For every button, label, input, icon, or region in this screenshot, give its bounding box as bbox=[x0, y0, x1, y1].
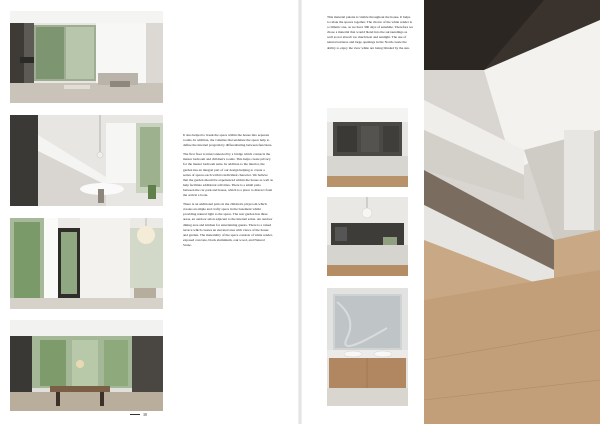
hallway-pendant-photo bbox=[10, 218, 163, 309]
body-paragraph: This material palette is visible throughout the house. It helps to relate the spaces together. The choice of the white render is a climatic one, as we have 300 days of sunshine. Therefore we chose a material that would blend into the surroundings as well as not absorb too much heat and sunlight. The use of natural textures and large openings in the North create the ability to enjoy the view while not being blinded by the sun. bbox=[327, 15, 413, 50]
living-room-photo bbox=[10, 11, 163, 103]
right-intro-text bbox=[327, 15, 413, 55]
stair-bridge-detail-photo bbox=[424, 0, 600, 424]
kitchen-cabinets-photo bbox=[327, 108, 408, 187]
bathroom-vanity-photo bbox=[327, 288, 408, 406]
left-body-text bbox=[183, 133, 273, 252]
staircase-dining-photo bbox=[10, 115, 163, 206]
body-paragraph: It also helped to break the space within the house into separate rooms. In addition, the volumes that undulate the space help to define the internal program by differentiating between functions. bbox=[183, 133, 273, 148]
spread-gutter bbox=[298, 0, 302, 424]
page-folio bbox=[130, 412, 147, 417]
kitchen-pendant-photo bbox=[327, 197, 408, 276]
folio-rule bbox=[130, 414, 140, 415]
body-paragraph: The first floor is interconnected by a bridge which connects the master bedroom and children's rooms. This helps create privacy for the master bedroom suite. In addition to the interior, the garden has an integral part of our design helping to create a series of spaces each with its individual character. We believe that the garden should be experienced within the house as well as help facilitate additional activities. There is a small patio between the car park and house, which is a place to distract from the arrival a book. bbox=[183, 152, 273, 198]
body-paragraph: There is an additional patio in the children's playroom which creates an ample and crafty space in the basement whilst providing natural light to the space. The rear garden has three areas, an outdoor salon adjacent to the internal salon. An outdoor dining area and kitchen for entertaining guests. There is a raised terrace which creates an elevated area with views of the house and garden. The materiality of the space consists of white render, exposed concrete, black aluminium, oak wood, and Natural Stone. bbox=[183, 202, 273, 247]
dining-room-photo bbox=[10, 320, 163, 411]
right-page bbox=[300, 0, 600, 424]
page-number: 38 bbox=[143, 412, 147, 417]
